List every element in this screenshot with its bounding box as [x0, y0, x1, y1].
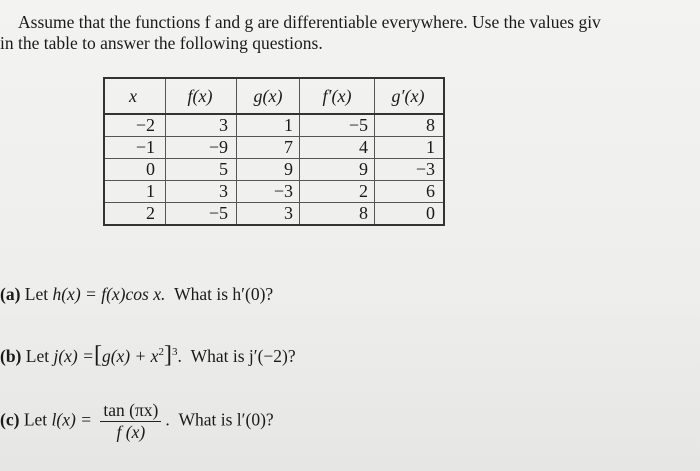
question-b-let: Let	[25, 346, 50, 366]
question-b-label: (b)	[0, 346, 22, 366]
fraction-numerator: tan (πx)	[100, 400, 161, 422]
table-cell: 1	[104, 181, 166, 203]
question-a-let: Let	[24, 284, 49, 304]
header-x: x	[104, 78, 166, 114]
header-f: f(x)	[166, 78, 237, 114]
header-g: g(x)	[237, 78, 300, 114]
question-a	[0, 284, 273, 305]
table-cell: 1	[375, 137, 445, 159]
fraction-denominator: f (x)	[116, 422, 146, 442]
table-cell: 0	[375, 203, 445, 226]
table-cell: 0	[104, 159, 166, 181]
question-c-let: Let	[23, 409, 48, 430]
table-cell: 2	[104, 203, 166, 226]
table-row	[104, 159, 444, 181]
table-cell: −5	[166, 203, 237, 226]
question-c-label: (c)	[0, 409, 20, 430]
table-row	[104, 203, 444, 226]
values-table	[103, 77, 445, 226]
table-cell: 3	[166, 181, 237, 203]
outer-exponent: 3	[171, 346, 178, 359]
intro-line-2: in the table to answer the following questions.	[0, 33, 323, 53]
table-cell: −9	[166, 137, 237, 159]
intro-line-1: Assume that the functions f and g are differentiable everywhere. Use the values giv	[18, 12, 601, 32]
question-b-ask: What is j′(−2)?	[190, 346, 296, 366]
question-a-definition: h(x) = f(x)cos x.	[52, 284, 166, 304]
question-c-fraction	[100, 400, 161, 443]
table-cell: −5	[300, 114, 375, 137]
problem-intro	[0, 12, 700, 54]
question-b: (b) Let $j(x) =[g(x) + x^2]^3$. What is j′(−2)?	[0, 342, 296, 368]
table-cell: 4	[300, 137, 375, 159]
question-c: (c) Let l(x) = $\frac{\tan (\pi x)}{f (x)}$ . What is l′(0)?	[0, 400, 274, 442]
table-cell: 9	[300, 159, 375, 181]
table-cell: −3	[375, 159, 445, 181]
table-cell: −3	[237, 181, 300, 203]
close-bracket: ]	[163, 342, 172, 368]
table-header-row	[104, 78, 444, 114]
table-cell: 7	[237, 137, 300, 159]
table-cell: 6	[375, 181, 445, 203]
header-gprime: g′(x)	[375, 78, 445, 114]
table-cell: 3	[237, 203, 300, 226]
inner-exponent: 2	[158, 346, 164, 359]
table-cell: 8	[300, 203, 375, 226]
question-c-lhs: l(x) =	[51, 409, 92, 430]
question-a-label: (a)	[0, 284, 21, 304]
table-row	[104, 137, 444, 159]
question-b-inner: g(x) + x	[101, 346, 159, 366]
question-c-ask: What is l′(0)?	[178, 409, 274, 430]
table-row	[104, 114, 444, 137]
table-row	[104, 181, 444, 203]
table-cell: 2	[300, 181, 375, 203]
open-bracket: [	[93, 342, 102, 368]
question-a-ask: What is h′(0)?	[174, 284, 274, 304]
table-cell: −1	[104, 137, 166, 159]
table-cell: 9	[237, 159, 300, 181]
table-cell: 1	[237, 114, 300, 137]
table-cell: −2	[104, 114, 166, 137]
question-b-lhs: j(x) =	[53, 346, 94, 366]
table-cell: 8	[375, 114, 445, 137]
table-cell: 5	[166, 159, 237, 181]
table-cell: 3	[166, 114, 237, 137]
header-fprime: f′(x)	[300, 78, 375, 114]
